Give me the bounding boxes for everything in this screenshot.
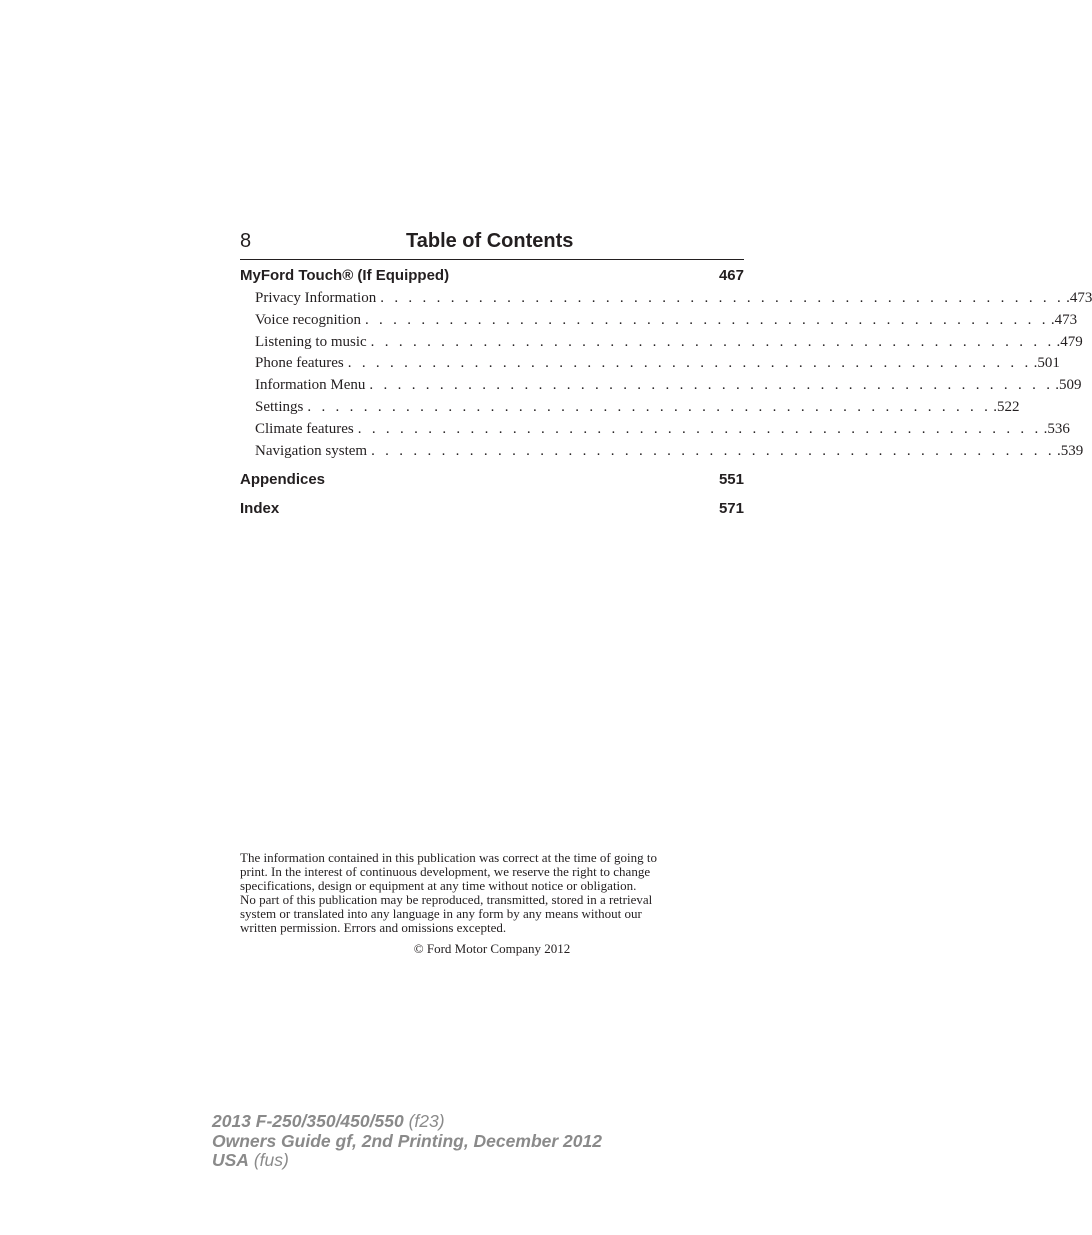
toc-item-page: .473 [1066,290,1092,306]
toc-section-appendices[interactable] [240,468,744,492]
toc-section-myford-touch[interactable] [240,264,744,288]
toc-item-listening-to-music[interactable] [240,332,1083,354]
notice-line: system or translated into any language in any form by any means without our [240,906,642,921]
notice-line: print. In the interest of continuous development, we reserve the right to change [240,864,651,879]
toc-item-label: Settings [255,398,304,415]
toc-item-settings[interactable] [240,397,1020,419]
footer-market-code: (fus) [253,1150,289,1170]
toc-item-privacy-information[interactable] [240,288,1092,310]
toc-item-label: Voice recognition [255,311,361,328]
page-number: 8 [240,230,252,252]
notice-line: No part of this publication may be reproduced, transmitted, stored in a retrieval [240,892,653,907]
footer-model-code: (f23) [408,1111,445,1131]
toc-section-page: 551 [718,471,744,489]
toc-item-page: .473 [1050,311,1078,328]
toc-item-page: .501 [1033,355,1060,372]
toc-item-label: Climate features [255,420,354,437]
toc-item-information-menu[interactable] [240,375,1082,397]
footer-guide-edition: Owners Guide gf, 2nd Printing, December 2012 [212,1130,602,1151]
notice-line: specifications, design or equipment at any time without notice or obligation. [240,878,637,893]
dot-leader: . . . . . . . . . . . . . . . . . . . . . . . . . . . . . . . . . . . . . . . . . . . . . . . . . [380,290,1065,306]
footer-model: 2013 F-250/350/450/550 [212,1111,404,1131]
footer-line-market [212,1151,602,1171]
toc-item-page: .479 [1056,333,1083,350]
toc-item-label: Information Menu [255,377,366,394]
toc-item-label: Phone features [255,355,344,372]
toc-item-label: Listening to music [255,333,367,350]
dot-leader: . . . . . . . . . . . . . . . . . . . . . . . . . . . . . . . . . . . . . . . . . . . . . . . . . [347,355,1032,372]
dot-leader: . . . . . . . . . . . . . . . . . . . . . . . . . . . . . . . . . . . . . . . . . . . . . . . . . [307,398,992,415]
toc-item-navigation-system[interactable] [240,441,1084,463]
toc-item-page: .536 [1043,420,1070,437]
table-of-contents [240,264,1092,521]
toc-item-phone-features[interactable] [240,353,1060,375]
toc-item-page: .539 [1056,442,1084,459]
dot-leader: . . . . . . . . . . . . . . . . . . . . . . . . . . . . . . . . . . . . . . . . . . . . . . . . . [369,377,1054,394]
dot-leader: . . . . . . . . . . . . . . . . . . . . . . . . . . . . . . . . . . . . . . . . . . . . . . . . . [357,420,1042,437]
toc-item-voice-recognition[interactable] [240,310,1078,332]
toc-section-index[interactable] [240,497,744,521]
toc-item-label: Navigation system [255,442,368,459]
toc-section-page: 467 [718,267,744,284]
publication-footer [212,1112,602,1171]
page-title: Table of Contents [406,230,574,252]
page-header [240,228,744,260]
footer-market: USA [212,1150,249,1170]
notice-line: written permission. Errors and omissions excepted. [240,920,507,935]
dot-leader: . . . . . . . . . . . . . . . . . . . . . . . . . . . . . . . . . . . . . . . . . . . . . . . . . [370,333,1055,350]
toc-item-climate-features[interactable] [240,419,1070,441]
footer-line-model [212,1112,602,1132]
dot-leader: . . . . . . . . . . . . . . . . . . . . . . . . . . . . . . . . . . . . . . . . . . . . . . . . . [371,442,1055,459]
toc-section-title: MyFord Touch® (If Equipped) [240,267,450,284]
notice-line: The information contained in this publication was correct at the time of going to [240,850,657,865]
legal-notice [240,851,740,935]
dot-leader: . . . . . . . . . . . . . . . . . . . . . . . . . . . . . . . . . . . . . . . . . . . . . . . . . [364,311,1049,328]
copyright: © Ford Motor Company 2012 [413,941,571,956]
toc-item-page: .522 [993,398,1020,415]
toc-item-page: .509 [1055,377,1082,394]
toc-section-title: Index [240,500,280,518]
toc-section-page: 571 [718,500,744,518]
toc-item-label: Privacy Information [255,290,377,306]
toc-section-title: Appendices [240,471,326,489]
